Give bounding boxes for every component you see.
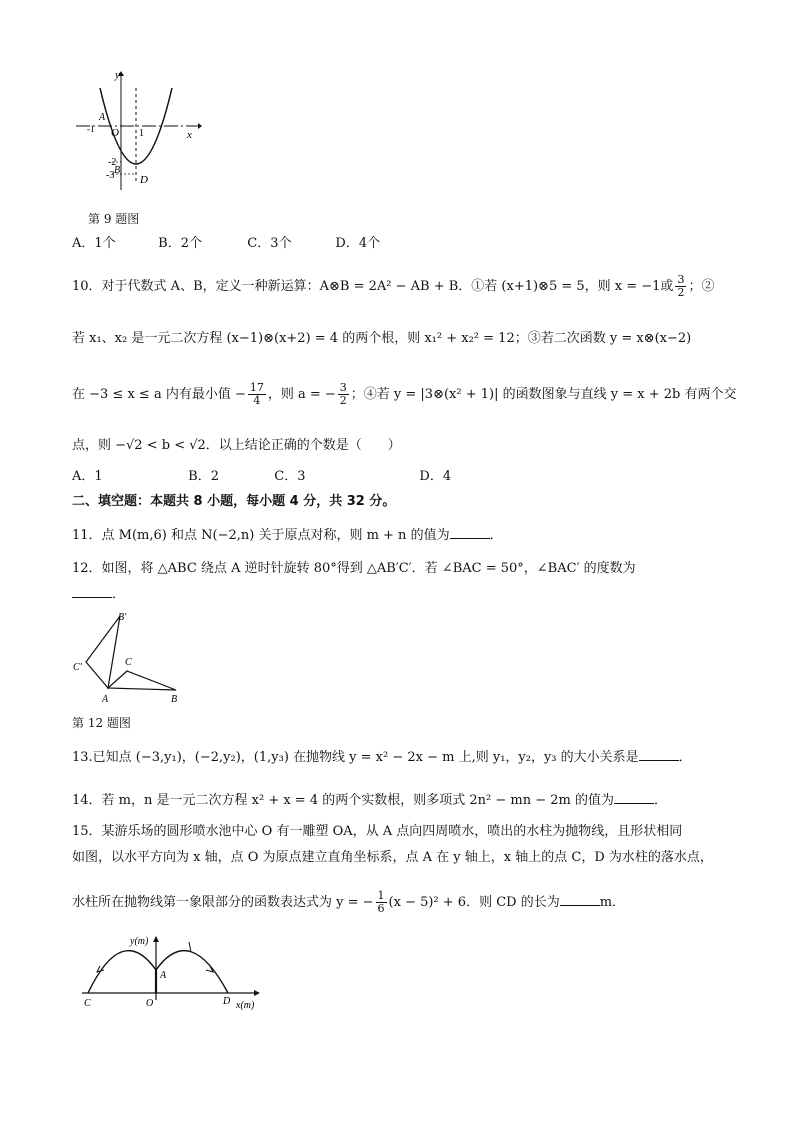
fig12-label-c: C	[125, 657, 132, 668]
q15-answer-blank[interactable]	[560, 893, 600, 906]
fig9-point-b: B	[114, 165, 121, 176]
q10-option-b: B．2	[188, 469, 219, 484]
fig15-label-o: O	[146, 998, 154, 1009]
q12-answer-blank[interactable]	[72, 585, 112, 598]
q13-answer-blank[interactable]	[639, 748, 679, 761]
fig9-tick-1: 1	[139, 128, 144, 139]
q10-fraction-2: $\frac{17}{4}$	[249, 381, 264, 407]
q10-option-d: D．4	[419, 469, 452, 484]
q15-line-2: 如图，以水平方向为 x 轴，点 O 为原点建立直角坐标系，点 A 在 y 轴上，x 轴上的点 C，D 为水柱的落水点，	[72, 850, 713, 865]
fig9-tick-neg3: -3	[106, 170, 115, 181]
q10-line-4: 点，则 −√2 < b < √2．以上结论正确的个数是（ ）	[72, 438, 401, 453]
right-water-arc	[156, 951, 228, 993]
fig12-label-c-prime: C′	[73, 662, 82, 673]
fig15-label-d: D	[223, 996, 231, 1007]
q10-text-1: 10．对于代数式 A、B，定义一种新运算：A⊗B = 2A² − AB + B．①若 (x+1)⊗5 = 5，则 x = −1或	[72, 279, 674, 294]
fig9-tick-neg2: -2	[108, 157, 117, 168]
q9-option-d: D．4个	[335, 236, 381, 251]
fig15-x-label: x(m)	[236, 1000, 255, 1010]
q11-answer-blank[interactable]	[450, 526, 490, 539]
q15-line-3: 水柱所在抛物线第一象限部分的函数表达式为 y = − $\frac{1}{6}$ (x − 5)² + 6．则 CD 的长为 m．	[72, 889, 626, 915]
figure-15-fountain	[78, 930, 268, 1010]
q10-fraction-1: $\frac{3}{2}$	[677, 273, 685, 299]
fig9-tick-neg1: -1	[87, 124, 95, 134]
figure-12-triangles	[70, 610, 190, 710]
fig12-label-b: B	[171, 694, 178, 705]
q10-line-1: 10．对于代数式 A、B，定义一种新运算：A⊗B = 2A² − AB + B．①若 (x+1)⊗5 = 5，则 x = −1或 $\frac{3}{2}$ ；②	[72, 273, 715, 299]
triangle-abc	[108, 671, 176, 690]
q10-options	[72, 468, 451, 486]
fig9-point-a: A	[99, 112, 106, 123]
q14: 14．若 m，n 是一元二次方程 x² + x = 4 的两个实数根，则多项式 2n² − mn − 2m 的值为 ．	[72, 793, 667, 808]
fig9-origin: O	[111, 127, 119, 139]
q11: 11．点 M(m,6) 和点 N(−2,n) 关于原点对称，则 m + n 的值为 ．	[72, 528, 503, 543]
fig15-label-c: C	[84, 998, 91, 1009]
q12: 12．如图，将 △ABC 绕点 A 逆时针旋转 80°得到 △AB′C′．若 ∠BAC = 50°，∠BAC′ 的度数为	[72, 561, 636, 576]
fig12-label-b-prime: B′	[118, 612, 127, 623]
fig9-x-label: x	[187, 129, 192, 141]
q9-option-c: C．3个	[247, 236, 292, 251]
fig15-y-label: y(m)	[130, 936, 149, 947]
fig9-point-d: D	[140, 174, 148, 186]
q14-answer-blank[interactable]	[614, 791, 654, 804]
q10-line-3: 在 −3 ≤ x ≤ a 内有最小值 − $\frac{17}{4}$ ，则 a = − $\frac{3}{2}$ ；④若 y = |3⊗(x² + 1)| 的函数图象与直线 y = x + 2b 有两个交	[72, 381, 737, 407]
q9-option-a: A．1个	[72, 236, 116, 251]
q13: 13.已知点 (−3,y₁)，(−2,y₂)，(1,y₃) 在抛物线 y = x² − 2x − m 上,则 y₁，y₂，y₃ 的大小关系是 ．	[72, 750, 692, 765]
figure-12-caption: 第 12 题图	[72, 716, 131, 730]
fig12-label-a: A	[102, 694, 109, 705]
q15-fraction: $\frac{1}{6}$	[377, 889, 385, 915]
triangle-ab-c-prime	[86, 616, 120, 688]
fig15-label-a: A	[160, 970, 167, 981]
q15-line-1: 15．某游乐场的圆形喷水池中心 O 有一雕塑 OA，从 A 点向四周喷水，喷出的水柱为抛物线，且形状相同	[72, 824, 683, 839]
q10-line-2: 若 x₁、x₂ 是一元二次方程 (x−1)⊗(x+2) = 4 的两个根，则 x₁² + x₂² = 12；③若二次函数 y = x⊗(x−2)	[72, 331, 692, 346]
q12-blank-line: ．	[72, 585, 125, 604]
q10-option-a: A．1	[72, 469, 103, 484]
figure-9-graph	[74, 70, 204, 195]
q9-options	[72, 235, 380, 253]
figure-9-caption: 第 9 题图	[88, 212, 140, 226]
fig9-y-label: y	[115, 70, 120, 81]
section-2-heading: 二、填空题：本题共 8 小题，每小题 4 分，共 32 分。	[72, 494, 396, 509]
q10-fraction-3: $\frac{3}{2}$	[339, 381, 347, 407]
q9-option-b: B．2个	[158, 236, 202, 251]
q10-option-c: C．3	[274, 469, 306, 484]
